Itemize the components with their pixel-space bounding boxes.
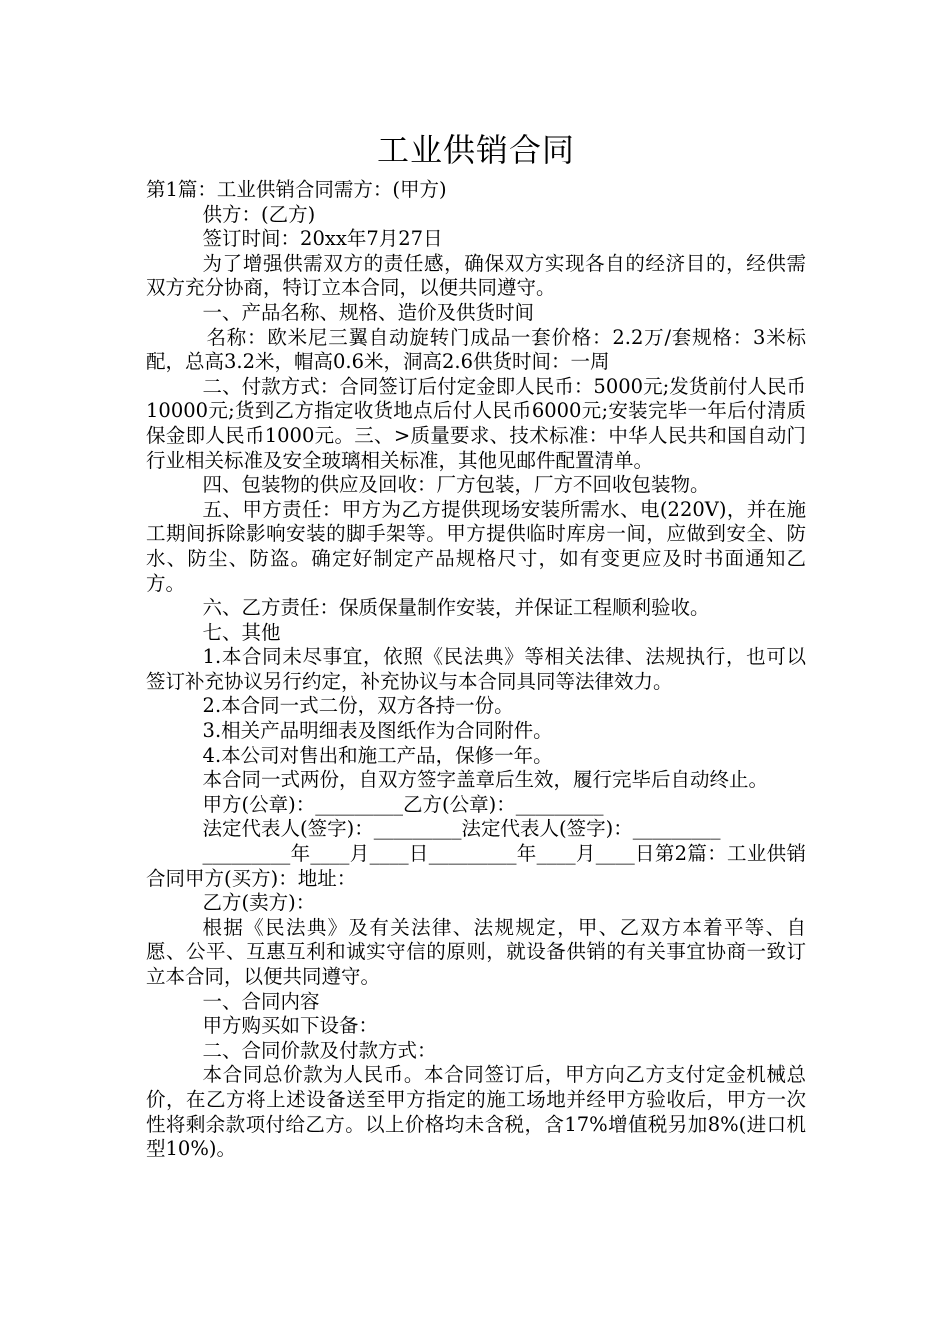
paragraph: 六、乙方责任：保质保量制作安装，并保证工程顺利验收。	[202, 596, 710, 620]
paragraph: 七、其他	[202, 620, 281, 644]
paragraph: 二、付款方式：合同签订后付定金即人民币：5000元;发货前付人民币10000元;货到乙方指定收货地点后付人民币6000元;安装完毕一年后付清质保金即人民币1000元。三、>质量要求、技术标准：中华人民共和国自动门行业相关标准及安全玻璃相关标准，其他见邮件配置清单。	[146, 374, 806, 472]
document-body	[146, 178, 806, 1162]
document-title: 工业供销合同	[376, 131, 575, 169]
paragraph: 本合同一式两份，自双方签字盖章后生效，履行完毕后自动终止。	[202, 768, 769, 792]
paragraph: 签订时间：20xx年7月27日	[202, 227, 443, 251]
signature-line: 甲方(公章)：_________乙方(公章)：_________	[202, 792, 604, 816]
paragraph: 2.本合同一式二份，双方各持一份。	[202, 694, 514, 718]
paragraph: 3.相关产品明细表及图纸作为合同附件。	[202, 719, 553, 743]
paragraph: 本合同总价款为人民币。本合同签订后，甲方向乙方支付定金机械总价，在乙方将上述设备送至甲方指定的施工场地并经甲方验收后，甲方一次性将剩余款项付给乙方。以上价格均未含税，含17%增值税另加8%(进口机型10%)。	[146, 1063, 806, 1161]
paragraph: 1.本合同未尽事宜，依照《民法典》等相关法律、法规执行，也可以签订补充协议另行约定，补充协议与本合同具同等法律效力。	[146, 645, 806, 693]
paragraph: 一、产品名称、规格、造价及供货时间	[202, 300, 535, 324]
paragraph: 乙方(卖方)：	[202, 891, 316, 915]
paragraph: 四、包装物的供应及回收：厂方包装，厂方不回收包装物。	[202, 473, 710, 497]
paragraph: 名称：欧米尼三翼自动旋转门成品一套价格：2.2万/套规格：3米标配，总高3.2米，帽高0.6米，洞高2.6供货时间：一周	[146, 325, 806, 374]
date-line: _________年____月____日_________年____月____日第2篇：工业供销合同甲方(买方)：地址：	[146, 842, 806, 890]
paragraph: 二、合同价款及付款方式：	[202, 1038, 437, 1062]
paragraph: 根据《民法典》及有关法律、法规规定，甲、乙双方本着平等、自愿、公平、互惠互利和诚实守信的原则，就设备供销的有关事宜协商一致订立本合同，以便共同遵守。	[146, 915, 806, 988]
paragraph: 4.本公司对售出和施工产品，保修一年。	[202, 743, 553, 767]
paragraph: 五、甲方责任：甲方为乙方提供现场安装所需水、电(220V)，并在施工期间拆除影响安装的脚手架等。甲方提供临时库房一间，应做到安全、防水、防尘、防盗。确定好制定产品规格尺寸，如有变更应及时书面通知乙方。	[146, 497, 806, 595]
paragraph: 供方：(乙方)	[202, 202, 316, 226]
paragraph: 一、合同内容	[202, 989, 320, 1013]
paragraph: 甲方购买如下设备：	[202, 1014, 379, 1038]
paragraph: 第1篇：工业供销合同需方：(甲方)	[146, 178, 447, 201]
paragraph: 为了增强供需双方的责任感，确保双方实现各自的经济目的，经供需双方充分协商，特订立本合同，以便共同遵守。	[146, 251, 806, 300]
document-page	[146, 128, 806, 1162]
signature-line: 法定代表人(签字)：_________法定代表人(签字)：_________	[202, 817, 721, 841]
